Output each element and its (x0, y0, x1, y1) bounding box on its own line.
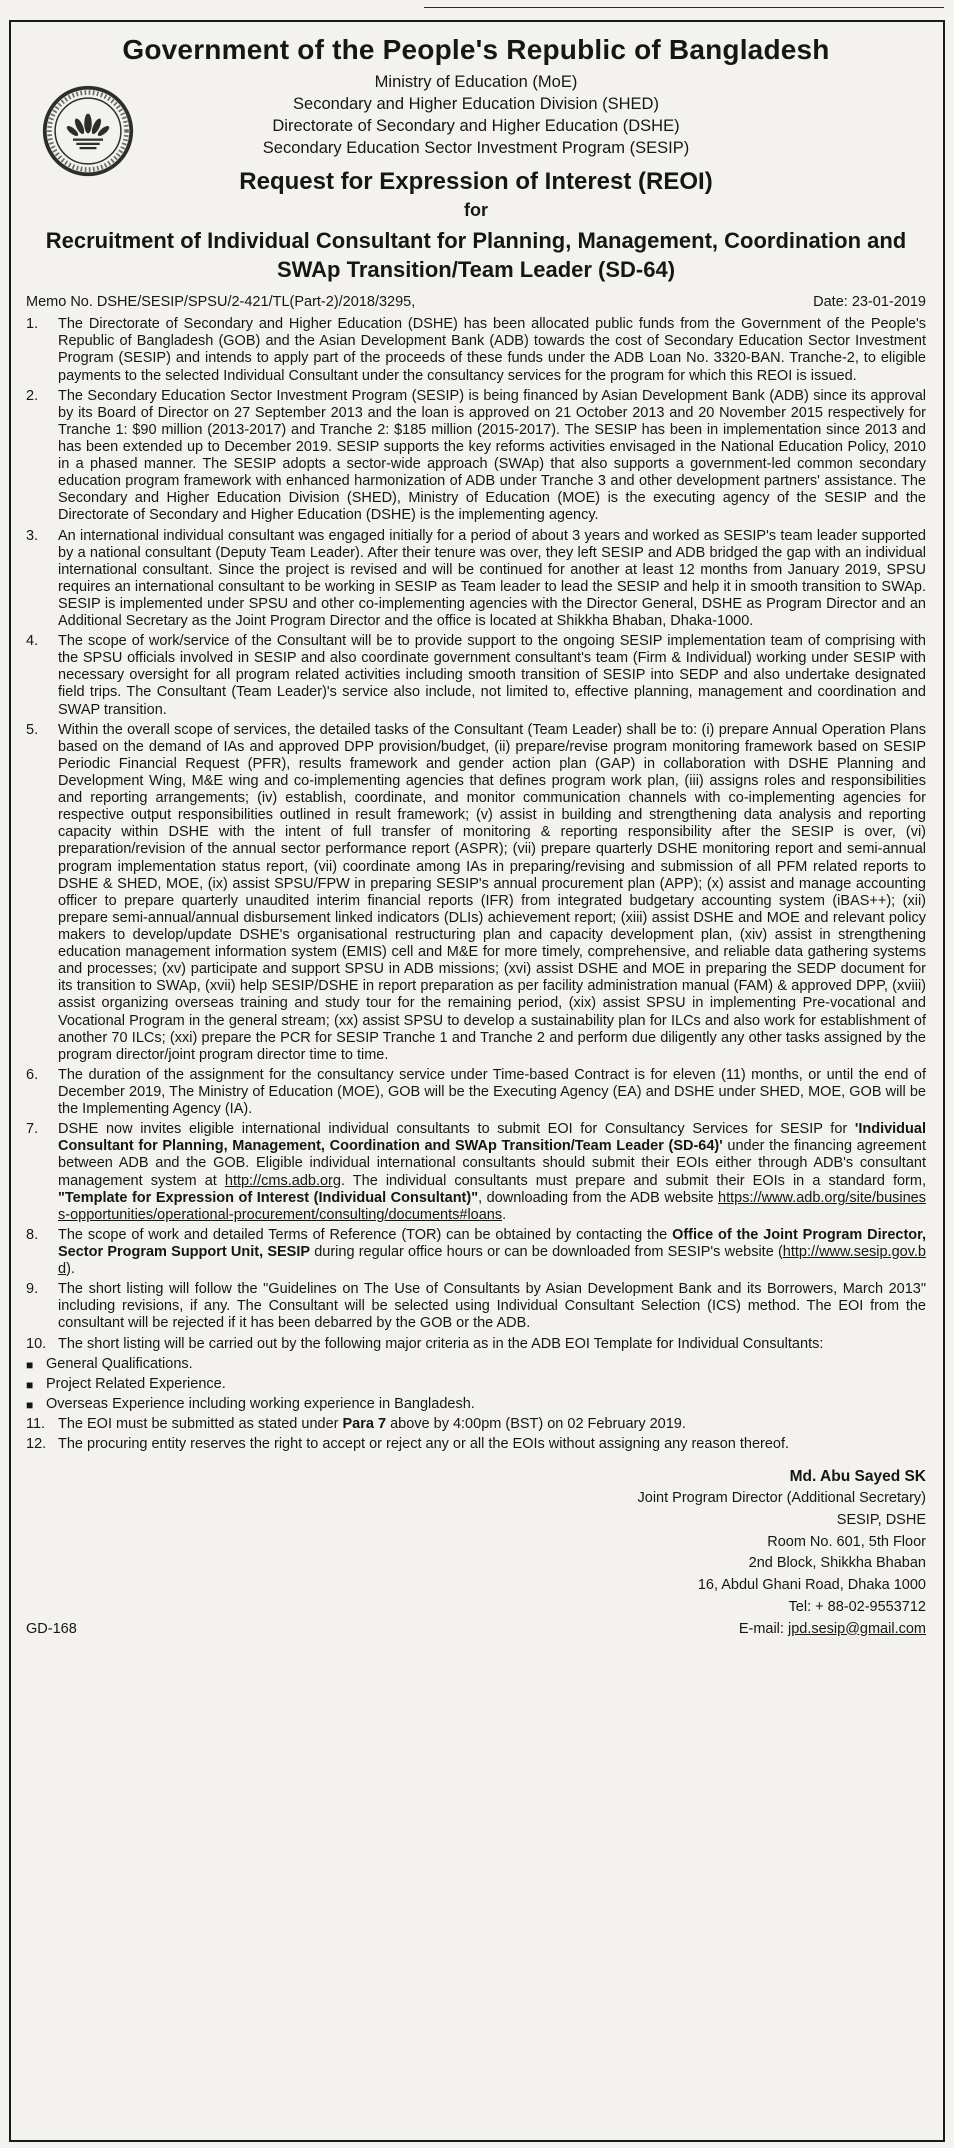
item-number: 8. (26, 1226, 39, 1243)
notice-subject: Recruitment of Individual Consultant for Planning, Management, Coordination and SWAp Transition/Team Leader (SD-64) (45, 228, 907, 282)
list-item (26, 1067, 926, 1118)
ad-code: GD-168 (26, 1620, 77, 1637)
for-word: for (464, 200, 488, 220)
email-line (739, 1621, 926, 1637)
item-text-segment: The EOI must be submitted as stated under (58, 1415, 343, 1432)
item-number: 12. (26, 1435, 47, 1452)
govt-title: Government of the People's Republic of Bangladesh (122, 34, 830, 65)
ministry-line: Ministry of Education (MoE) (374, 73, 578, 91)
signatory-name: Md. Abu Sayed SK (789, 1467, 926, 1485)
item-number: 5. (26, 721, 39, 738)
item-text-segment: under the financing agreement between ADB and the GOB. Eligible individual international consultants should submit their EOIs either through ADB's consultant management system at (58, 1138, 926, 1189)
item-number: 1. (26, 316, 39, 333)
item-number: 6. (26, 1066, 39, 1083)
page-top-crop-rule (424, 7, 944, 8)
signatory-org: SESIP, DSHE (836, 1511, 926, 1528)
item-text-segment: DSHE now invites eligible international individual consultants to submit EOI for Consultancy Services for SESIP for (58, 1121, 855, 1138)
eoi-template-bold: "Template for Expression of Interest (Individual Consultant)" (58, 1189, 479, 1206)
sesip-website-link[interactable]: http://www.sesip.gov.bd (58, 1243, 926, 1278)
criteria-item (26, 1376, 926, 1394)
item-text: The Secondary Education Sector Investment Program (SESIP) is being financed by Asian Development Bank (ADB) since its approval by its Board of Director on 27 September 2013 and the loan is approved on 21 October 2013 and 20 November 2015 respectively for Tranche 1: $90 million (2013-2017) and Tranche 2: $185 million (2015-2017). The SESIP has been in implementation since 2013 and has been extended up to December 2019. SESIP supports the key reforms activities envisaged in the National Education Policy, 2010 in a phased manner. The SESIP adopts a sector-wide approach (SWAp) that also supports a government-led common secondary education program framework with enhanced harmonization of ADB under Tranche 3 and other development partners' assistance. The Secondary and Higher Education Division (SHED), Ministry of Education (MOE) is the executing agency of the SESIP and the Directorate of Secondary and Higher Education (DSHE) is the implementing agency. (58, 387, 926, 524)
item-number: 10. (26, 1335, 47, 1352)
list-item (26, 528, 926, 631)
item-text: The short listing will follow the "Guidelines on The Use of Consultants by Asian Development Bank and its Borrowers, March 2013" including revisions, if any. The Consultant will be selected using Individual Consultant Selection (ICS) method. The EOI from the consultant will be rejected if it has been debarred by the GOB or the ADB. (58, 1281, 926, 1332)
signatory-room: Room No. 601, 5th Floor (767, 1533, 926, 1550)
signatory-title: Joint Program Director (Additional Secretary) (637, 1490, 926, 1507)
criteria-item (26, 1396, 926, 1414)
consultant-title-bold: 'Individual Consultant for Planning, Management, Coordination and SWAp Transition/Team Leader (SD-64)' (58, 1121, 926, 1155)
list-item (26, 633, 926, 719)
shed-line: Secondary and Higher Education Division (SHED) (293, 95, 659, 113)
list-item (26, 316, 926, 384)
item-number: 9. (26, 1281, 39, 1298)
reoi-notice (9, 20, 945, 2142)
bangladesh-govt-seal-icon (41, 84, 135, 178)
square-bullet-icon: ■ (26, 1357, 34, 1372)
item-text-segment: . (502, 1206, 507, 1223)
adb-website-link[interactable]: https://www.adb.org/site/business-opportunities/operational-procurement/consulting/documents#loans (58, 1189, 926, 1223)
memo-number: Memo No. DSHE/SESIP/SPSU/2-421/TL(Part-2)/2018/3295, (26, 294, 416, 311)
jpd-office-bold: Office of the Joint Program Director, Sector Program Support Unit, SESIP (58, 1226, 927, 1260)
list-item (26, 1121, 926, 1224)
item-text-segment: ). (66, 1261, 75, 1278)
item-text-segment: The scope of work and detailed Terms of Reference (TOR) can be obtained by contacting the (58, 1226, 673, 1243)
email-link[interactable]: jpd.sesip@gmail.com (787, 1620, 926, 1637)
item-number: 11. (26, 1415, 46, 1432)
item-text: The duration of the assignment for the consultancy service under Time-based Contract is for eleven (11) months, or until the end of December 2019, The Ministry of Education (MOE), GOB will be the Executing Agency (EA) and DSHE under SHED, MOE, GOB will be the Implementing Agency (IA). (58, 1066, 926, 1118)
item-text (58, 1121, 926, 1224)
item-text: The scope of work/service of the Consultant will be to provide support to the ongoing SESIP implementation team of comprising with the SPSU officials involved in SESIP and also coordinate government consultant's team (Firm & Individual) working under SESIP with necessary oversight for all program related activities including smooth transition of SESIP into SEDP and also undertake designated field trips. The Consultant (Team Leader)'s service also include, not limited to, effective planning, management and coordination and SWAP transition. (58, 633, 926, 718)
list-item (26, 388, 926, 525)
list-item (26, 1281, 926, 1332)
signatory-address: 16, Abdul Ghani Road, Dhaka 1000 (697, 1577, 926, 1594)
square-bullet-icon: ■ (26, 1377, 34, 1392)
item-number: 2. (26, 387, 39, 404)
criteria-text: Project Related Experience. (46, 1375, 226, 1392)
signatory-block: 2nd Block, Shikkha Bhaban (748, 1555, 926, 1572)
sesip-line: Secondary Education Sector Investment Program (SESIP) (262, 139, 690, 157)
item-number: 3. (26, 527, 39, 544)
memo-row (26, 294, 926, 310)
criteria-text: General Qualifications. (46, 1355, 193, 1372)
criteria-text: Overseas Experience including working experience in Bangladesh. (46, 1395, 475, 1412)
item-text (58, 1227, 926, 1278)
list-item (26, 1227, 926, 1278)
email-label: E-mail: (738, 1620, 788, 1637)
item-text: An international individual consultant was engaged initially for a period of about 3 years and worked as SESIP's team leader supported by a national consultant (Deputy Team Leader). After their tenure was over, they left SESIP and ADB bridged the gap with an individual international consultant. Since the project is revised and will be continued for another at least 12 months from January 2019, SPSU requires an international consultant to be working in SESIP as Team leader to lead the SESIP and help it in smooth transition to SWAp. SESIP is implemented under SPSU and other co-implementing agencies with the Director General, DSHE as Program Director and an Additional Secretary as the Joint Program Director and the office is located at Shikkha Bhaban, Dhaka-1000. (58, 527, 926, 630)
item-text-segment: during regular office hours or can be downloaded from SESIP's website ( (310, 1243, 783, 1260)
item-text: The Directorate of Secondary and Higher Education (DSHE) has been allocated public funds from the Government of the People's Republic of Bangladesh (GOB) and the Asian Development Bank (ADB) towards the cost of Secondary Education Sector Investment Program (SESIP) and intends to apply part of the proceeds of these funds under the ADB Loan No. 3320-BAN. Tranche-2, to eligible payments to the selected Individual Consultant under the consultancy services for the program for which this REOI is issued. (58, 316, 926, 384)
notice-body (26, 316, 926, 1453)
item-text: The short listing will be carried out by the following major criteria as in the ADB EOI Template for Individual Consultants: (58, 1335, 824, 1352)
item-text-segment: . The individual consultants must prepare and submit their EOIs in a standard form, (340, 1172, 926, 1189)
list-item (26, 1416, 926, 1433)
item-text-segment: , downloading from the ADB website (478, 1189, 719, 1206)
item-text: The procuring entity reserves the right to accept or reject any or all the EOIs without assigning any reason thereof. (58, 1435, 790, 1452)
list-item (26, 1436, 926, 1453)
item-text: Within the overall scope of services, the detailed tasks of the Consultant (Team Leader) shall be to: (i) prepare Annual Operation Plans based on the demand of IAs and approved DPP provision/budget, (ii) prepare/revise program monitoring framework based on SESIP Periodic Financial Request (PFR), results framework and gender action plan (GAP) in collaboration with DSHE Planning and Development Wing, M&E wing and co-implementing agencies that defines program work plan, (iii) assigns roles and responsibilities and reporting arrangements; (iv) establish, coordinate, and monitor communication channels with co-implementing agencies for respective output responsibilities outlined in result framework; (v) assist in building and strengthening data analysis and reporting capacity within DSHE with the intent of full transfer of monitoring & reporting responsibility after the SESIP is over, (vi) preparation/revision of the annual sector performance report (ASPR); (vii) prepare quarterly DSHE monitoring report and semi-annual program implementation status report, (vii) coordinate among IAs in preparing/revising and submission of all PFM related reports to DSHE & SHED, MOE, (ix) assist SPSU/FPW in preparing SESIP's annual procurement plan (APP); (x) assist and manage accounting officer to prepare quarterly unaudited interim financial reports (IFR) from integrated budgetary accounting system (iBAS++); (xii) prepare semi-annual/annual disbursement linked indicators (DLIs) achievement report; (xiii) assist DSHE and MOE and relevant policy makers to develop/update DSHE's organisational restructuring plan and capacity development plan, (xiv) assist in strengthening education management information system (EMIS) cell and M&E for more timely, comprehensive, and reliable data gathering systems and processes; (xv) participate and support SPSU in ADB missions; (xvi) assist DSHE and MOE in preparing the SEDP document for its transition to SWAp, (xvii) help SESIP/DSHE in report preparation as per facility administration manual (FAM) & approved DPP, (xviii) assist organizing overseas training and study tour for the remaining period, (xix) assist SPSU in implementing Pre-vocational and Vocational Program in the general stream; (xx) assist SPSU to develop a sustainability plan for ILCs and also work for establishment of another 70 ILCs; (xxi) prepare the PCR for SESIP Tranche 1 and Tranche 2 and perform due diligently any other tasks assigned by the program director/joint program director time to time. (58, 721, 926, 1063)
item-text-segment: above by 4:00pm (BST) on 02 February 2019. (386, 1415, 686, 1432)
signature-block (26, 1465, 926, 1619)
list-item (26, 1336, 926, 1353)
item-text (58, 1416, 926, 1433)
dshe-line: Directorate of Secondary and Higher Education (DSHE) (272, 117, 680, 135)
square-bullet-icon: ■ (26, 1397, 34, 1412)
cms-adb-link[interactable]: http://cms.adb.org (224, 1172, 341, 1189)
para7-ref-bold: Para 7 (342, 1415, 387, 1432)
list-item (26, 722, 926, 1064)
item-number: 4. (26, 633, 39, 650)
reoi-title: Request for Expression of Interest (REOI) (239, 168, 713, 195)
bottom-row (26, 1621, 926, 1637)
memo-date: Date: 23-01-2019 (813, 294, 926, 311)
criteria-item (26, 1356, 926, 1374)
item-number: 7. (26, 1121, 39, 1138)
signatory-phone: Tel: + 88-02-9553712 (788, 1598, 926, 1615)
